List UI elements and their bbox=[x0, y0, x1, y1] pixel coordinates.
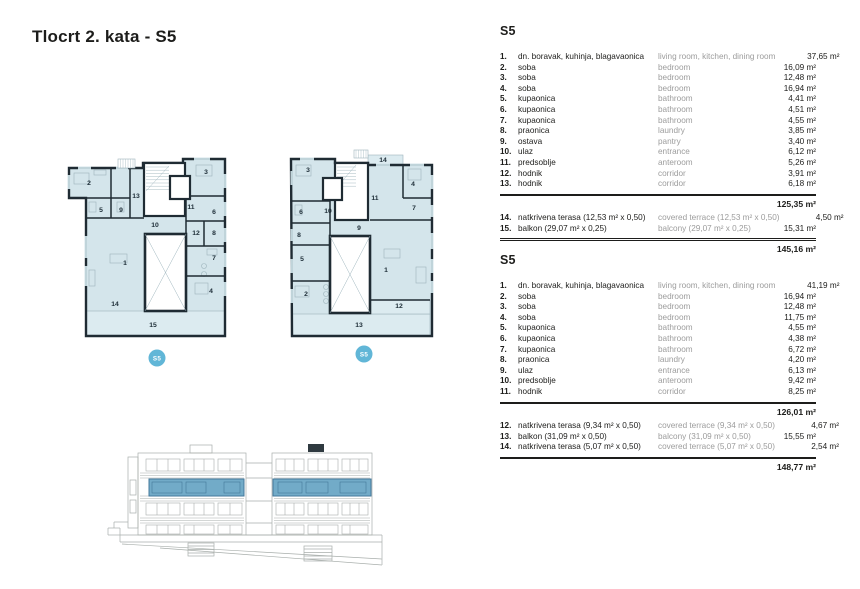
row-number: 8. bbox=[500, 126, 507, 136]
room-name-hr: praonica bbox=[518, 126, 550, 136]
room-name-en: bedroom bbox=[658, 73, 691, 83]
exterior-stairs-hatch bbox=[354, 150, 368, 158]
elevation-drawing bbox=[100, 438, 410, 573]
total-value: 148,77 m² bbox=[776, 462, 816, 473]
table-row bbox=[500, 355, 816, 366]
room-area: 8,25 m² bbox=[788, 386, 816, 396]
room-name-en: bathroom bbox=[658, 344, 693, 354]
row-number: 14. bbox=[500, 442, 512, 452]
row-number: 4. bbox=[500, 312, 507, 322]
room-area: 5,26 m² bbox=[788, 157, 816, 167]
room-name-hr: ulaz bbox=[518, 147, 534, 157]
room-name-en: corridor bbox=[658, 386, 686, 396]
row-number: 2. bbox=[500, 291, 507, 301]
floor-plan-right-svg bbox=[268, 141, 463, 371]
room-area: 4,55 m² bbox=[788, 323, 816, 333]
table-row bbox=[500, 387, 816, 398]
room-name-hr: soba bbox=[518, 302, 536, 312]
room-label: 7 bbox=[212, 255, 216, 262]
elevator-shaft bbox=[330, 236, 370, 313]
table-row bbox=[500, 366, 816, 377]
room-area: 15,55 m² bbox=[783, 431, 816, 441]
room-area: 11,75 m² bbox=[784, 312, 816, 322]
room-name-en: bathroom bbox=[658, 323, 693, 333]
room-label: 6 bbox=[212, 209, 216, 216]
room-label: 13 bbox=[132, 193, 140, 200]
table-extra-rows bbox=[500, 213, 844, 234]
room-name-hr: ostava bbox=[518, 136, 543, 146]
room-name-hr: soba bbox=[518, 312, 536, 322]
room-label: 9 bbox=[119, 207, 123, 214]
room-name-en: balcony (29,07 m² x 0,25) bbox=[658, 223, 751, 233]
table-row bbox=[500, 376, 816, 387]
room-name-en: bedroom bbox=[658, 291, 691, 301]
room-label: 14 bbox=[111, 301, 119, 308]
room-area: 16,94 m² bbox=[783, 291, 816, 301]
unit-badge bbox=[149, 350, 166, 367]
row-number: 12. bbox=[500, 420, 512, 430]
table-row bbox=[500, 334, 816, 345]
room-name-hr: praonica bbox=[518, 355, 550, 365]
shaft-room bbox=[170, 176, 190, 199]
table-row bbox=[500, 73, 816, 84]
room-name-en: laundry bbox=[658, 355, 685, 365]
unit-badge bbox=[356, 346, 373, 363]
room-name-en: bedroom bbox=[658, 302, 691, 312]
room-name-hr: kupaonica bbox=[518, 104, 556, 114]
room-area: 3,40 m² bbox=[788, 136, 816, 146]
room-name-hr: kupaonica bbox=[518, 115, 556, 125]
divider-rule bbox=[500, 457, 816, 460]
room-name-hr: kupaonica bbox=[518, 94, 556, 104]
floor-plan-left bbox=[58, 146, 253, 376]
room-area: 6,13 m² bbox=[788, 365, 816, 375]
elevator-shaft bbox=[145, 234, 186, 311]
table-heading: S5 bbox=[500, 253, 516, 267]
room-label: 4 bbox=[411, 181, 415, 188]
room-name-en: entrance bbox=[658, 147, 690, 157]
room-area: 16,94 m² bbox=[783, 83, 816, 93]
table-row bbox=[500, 126, 816, 137]
room-name-en: entrance bbox=[658, 365, 690, 375]
table-row bbox=[500, 116, 816, 127]
unit-badge-label: S5 bbox=[152, 355, 162, 363]
room-name-en: bedroom bbox=[658, 62, 691, 72]
table-row bbox=[500, 169, 816, 180]
table-row bbox=[500, 158, 816, 169]
table-rows bbox=[500, 52, 840, 190]
room-name-hr: kupaonica bbox=[518, 323, 556, 333]
row-number: 15. bbox=[500, 223, 512, 233]
room-name-en: living room, kitchen, dining room bbox=[658, 281, 776, 290]
room-name-hr: dn. boravak, kuhinja, blagavaonica bbox=[518, 52, 645, 61]
highlighted-floor-band bbox=[149, 479, 371, 496]
row-number: 5. bbox=[500, 94, 507, 104]
divider-rule bbox=[500, 402, 816, 405]
room-name-en: corridor bbox=[658, 179, 686, 189]
room-area: 4,50 m² bbox=[815, 213, 844, 223]
room-label: 11 bbox=[187, 204, 195, 211]
room-area: 6,18 m² bbox=[788, 179, 816, 189]
room-name-en: bathroom bbox=[658, 104, 693, 114]
room-area: 4,20 m² bbox=[788, 355, 816, 365]
room-label: 3 bbox=[204, 169, 208, 176]
unit-badge-label: S5 bbox=[359, 351, 369, 359]
room-name-hr: natkrivena terasa (12,53 m² x 0,50) bbox=[518, 213, 646, 223]
row-number: 7. bbox=[500, 344, 507, 354]
room-name-hr: soba bbox=[518, 291, 536, 301]
table-row bbox=[500, 292, 816, 303]
table-heading: S5 bbox=[500, 24, 516, 38]
room-name-hr: kupaonica bbox=[518, 333, 556, 343]
row-number: 11. bbox=[500, 386, 511, 396]
subtotal-value: 126,01 m² bbox=[776, 406, 816, 417]
row-number: 3. bbox=[500, 302, 507, 312]
row-number: 6. bbox=[500, 333, 507, 343]
table-row bbox=[500, 84, 816, 95]
room-name-hr: predsoblje bbox=[518, 376, 556, 386]
room-name-hr: natkrivena terasa (5,07 m² x 0,50) bbox=[518, 442, 641, 452]
row-number: 4. bbox=[500, 83, 507, 93]
row-number: 1. bbox=[500, 52, 507, 61]
table-row bbox=[500, 105, 816, 116]
room-name-en: bathroom bbox=[658, 115, 693, 125]
page-title-unit: S5 bbox=[155, 27, 177, 46]
room-label: 11 bbox=[371, 195, 379, 202]
table-row bbox=[500, 94, 816, 105]
room-label: 2 bbox=[87, 180, 91, 187]
room-name-en: corridor bbox=[658, 168, 686, 178]
room-name-en: anteroom bbox=[658, 157, 693, 167]
room-label: 5 bbox=[300, 256, 304, 263]
room-name-hr: hodnik bbox=[518, 168, 543, 178]
unit-table-2 bbox=[500, 253, 840, 476]
chimney bbox=[308, 444, 324, 452]
room-name-en: covered terrace (5,07 m² x 0,50) bbox=[658, 442, 775, 452]
table-row bbox=[500, 63, 816, 74]
table-row bbox=[500, 224, 816, 235]
room-label: 6 bbox=[299, 209, 303, 216]
table-rows bbox=[500, 281, 840, 398]
row-number: 13. bbox=[500, 179, 512, 189]
windows-ground-row bbox=[146, 525, 368, 534]
room-label: 5 bbox=[99, 207, 103, 214]
table-row bbox=[500, 137, 816, 148]
room-area: 4,51 m² bbox=[788, 104, 816, 114]
exterior-stairs-hatch bbox=[118, 159, 135, 168]
divider-rule bbox=[500, 194, 816, 197]
row-number: 1. bbox=[500, 281, 507, 290]
room-label: 13 bbox=[355, 322, 363, 329]
row-number: 12. bbox=[500, 168, 512, 178]
room-label: 3 bbox=[306, 167, 310, 174]
row-number: 8. bbox=[500, 355, 507, 365]
room-label: 1 bbox=[123, 260, 127, 267]
room-area: 15,31 m² bbox=[783, 223, 816, 233]
room-name-en: covered terrace (9,34 m² x 0,50) bbox=[658, 420, 775, 430]
row-number: 13. bbox=[500, 431, 512, 441]
page-title-prefix: Tlocrt 2. kata - bbox=[32, 27, 156, 46]
room-name-en: laundry bbox=[658, 126, 685, 136]
base-and-ground bbox=[108, 522, 382, 565]
room-label: 2 bbox=[304, 291, 308, 298]
room-label: 8 bbox=[212, 230, 216, 237]
room-name-hr: ulaz bbox=[518, 365, 534, 375]
room-area: 4,67 m² bbox=[811, 420, 839, 430]
row-number: 9. bbox=[500, 136, 507, 146]
row-number: 6. bbox=[500, 104, 507, 114]
room-area: 37,65 m² bbox=[807, 52, 840, 61]
room-name-hr: hodnik bbox=[518, 179, 543, 189]
row-number: 14. bbox=[500, 213, 512, 223]
row-number: 10. bbox=[500, 147, 512, 157]
room-area: 12,48 m² bbox=[783, 73, 816, 83]
room-name-en: bathroom bbox=[658, 94, 693, 104]
elevation-svg bbox=[100, 438, 410, 573]
table-row bbox=[500, 345, 816, 356]
room-label: 12 bbox=[192, 230, 200, 237]
room-label: 15 bbox=[149, 322, 157, 329]
row-number: 2. bbox=[500, 62, 507, 72]
room-name-en: bathroom bbox=[658, 333, 693, 343]
room-area: 12,48 m² bbox=[783, 302, 816, 312]
room-label: 9 bbox=[357, 225, 361, 232]
room-label: 14 bbox=[379, 157, 387, 164]
room-area: 6,12 m² bbox=[788, 147, 816, 157]
room-area: 3,91 m² bbox=[788, 168, 816, 178]
room-name-hr: natkrivena terasa (9,34 m² x 0,50) bbox=[518, 420, 641, 430]
table-row bbox=[500, 313, 816, 324]
page-title bbox=[32, 27, 177, 47]
room-name-hr: dn. boravak, kuhinja, blagavaonica bbox=[518, 281, 645, 290]
room-area: 16,09 m² bbox=[783, 62, 816, 72]
room-name-en: pantry bbox=[658, 136, 681, 146]
floor-plan-left-svg bbox=[58, 146, 253, 376]
room-area: 3,85 m² bbox=[788, 126, 816, 136]
room-label: 4 bbox=[209, 288, 213, 295]
room-area: 6,72 m² bbox=[788, 344, 816, 354]
room-name-hr: soba bbox=[518, 62, 536, 72]
room-area: 9,42 m² bbox=[788, 376, 816, 386]
subtotal-value: 125,35 m² bbox=[776, 199, 816, 210]
room-label: 10 bbox=[324, 208, 332, 215]
table-row bbox=[500, 442, 839, 453]
room-label: 1 bbox=[384, 267, 388, 274]
room-name-hr: balkon (29,07 m² x 0,25) bbox=[518, 223, 607, 233]
table-row bbox=[500, 323, 816, 334]
table-row bbox=[500, 432, 816, 443]
room-name-en: living room, kitchen, dining room bbox=[658, 52, 776, 61]
room-area: 4,38 m² bbox=[788, 333, 816, 343]
room-label: 8 bbox=[297, 232, 301, 239]
table-row bbox=[500, 420, 839, 432]
total-value: 145,16 m² bbox=[776, 243, 816, 254]
row-number: 10. bbox=[500, 376, 512, 386]
table-row bbox=[500, 281, 840, 292]
room-name-hr: predsoblje bbox=[518, 157, 556, 167]
table-row bbox=[500, 302, 816, 313]
row-number: 5. bbox=[500, 323, 507, 333]
room-area: 4,55 m² bbox=[788, 115, 816, 125]
room-label: 10 bbox=[151, 222, 159, 229]
room-area: 41,19 m² bbox=[807, 281, 840, 290]
table-row bbox=[500, 179, 816, 190]
shaft-room bbox=[323, 178, 342, 200]
room-name-en: balcony (31,09 m² x 0,50) bbox=[658, 431, 751, 441]
row-number: 9. bbox=[500, 365, 507, 375]
room-name-en: anteroom bbox=[658, 376, 693, 386]
room-name-hr: kupaonica bbox=[518, 344, 556, 354]
row-number: 7. bbox=[500, 115, 507, 125]
room-name-hr: soba bbox=[518, 73, 536, 83]
table-row bbox=[500, 213, 844, 224]
room-name-en: bedroom bbox=[658, 83, 691, 93]
room-name-hr: soba bbox=[518, 83, 536, 93]
unit-table-1 bbox=[500, 24, 844, 258]
row-number: 3. bbox=[500, 73, 507, 83]
row-number: 11. bbox=[500, 157, 511, 167]
room-area: 4,41 m² bbox=[788, 94, 816, 104]
table-row bbox=[500, 52, 840, 63]
room-name-hr: hodnik bbox=[518, 386, 543, 396]
table-row bbox=[500, 147, 816, 158]
room-area: 2,54 m² bbox=[811, 442, 839, 452]
room-name-hr: balkon (31,09 m² x 0,50) bbox=[518, 431, 607, 441]
windows-top-row bbox=[146, 459, 368, 471]
room-name-en: covered terrace (12,53 m² x 0,50) bbox=[658, 213, 780, 223]
room-name-en: bedroom bbox=[658, 312, 691, 322]
windows-middle-row bbox=[146, 503, 368, 515]
divider-rule bbox=[500, 238, 816, 241]
room-label: 7 bbox=[412, 205, 416, 212]
floor-plan-right bbox=[268, 141, 463, 371]
table-extra-rows bbox=[500, 420, 839, 453]
room-label: 12 bbox=[395, 303, 403, 310]
